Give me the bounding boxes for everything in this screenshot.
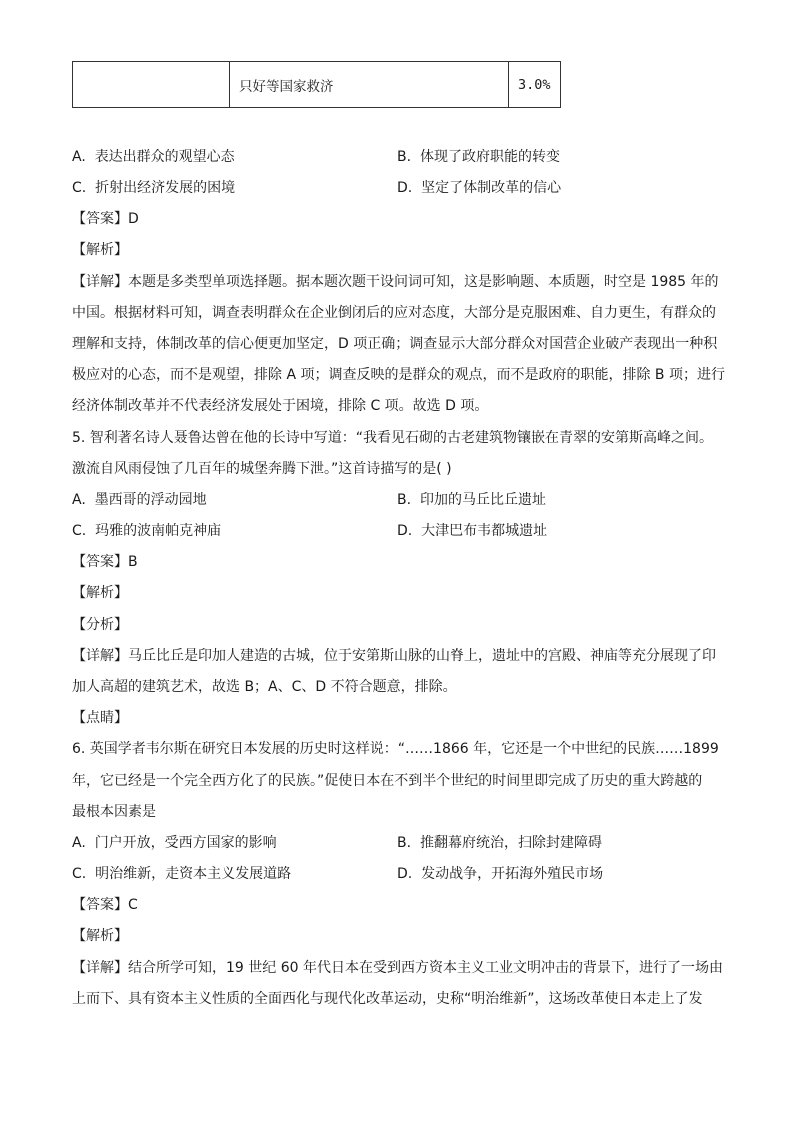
option-letter: B.	[397, 149, 412, 165]
q6-stem-line-3: 最根本因素是	[72, 804, 156, 820]
option-text: 表达出群众的观望心态	[94, 149, 235, 165]
option-text: 发动战争，开拓海外殖民市场	[421, 866, 604, 882]
table-cell-empty	[73, 62, 230, 108]
answer-value: C	[128, 897, 138, 913]
q5-detail-line-2: 加人高超的建筑艺术，故选 B；A、C、D 不符合题意，排除。	[72, 679, 457, 695]
option-letter: D.	[397, 523, 413, 539]
option-letter: A.	[72, 492, 86, 508]
q5-option-b	[397, 490, 546, 510]
q5-analysis-label: 【解析】	[72, 585, 128, 601]
q6-stem-line-2: 年，它已经是一个完全西方化了的民族。”促使日本在不到半个世纪的时间里即完成了历史的重大跨越的	[72, 773, 703, 789]
option-text: 大津巴布韦都城遗址	[421, 523, 548, 539]
q6-analysis-label: 【解析】	[72, 928, 128, 944]
option-text: 明治维新，走资本主义发展道路	[95, 866, 292, 882]
detail-text: 结合所学可知，19 世纪 60 年代日本在受到西方资本主义工业文明冲击的背景下，进行了一场由	[128, 960, 723, 976]
q6-option-a	[72, 833, 277, 853]
q4-option-d	[397, 178, 561, 198]
q4-detail-line-5: 经济体制改革并不代表经济发展处于困境，排除 C 项。故选 D 项。	[72, 398, 489, 414]
option-letter: A.	[72, 835, 86, 851]
q5-stem-line-2: 激流自风雨侵蚀了几百年的城堡奔腾下泄。”这首诗描写的是( )	[72, 461, 452, 477]
detail-text: 马丘比丘是印加人建造的古城，位于安第斯山脉的山脊上，遗址中的宫殿、神庙等充分展现了印	[128, 648, 716, 664]
option-letter: D.	[397, 180, 413, 196]
q6-option-b	[397, 833, 602, 853]
q4-option-b	[397, 147, 560, 167]
option-text: 墨西哥的浮动园地	[94, 492, 207, 508]
q4-option-a	[72, 147, 235, 167]
answer-label: 【答案】	[72, 554, 128, 570]
q4-answer	[72, 209, 722, 229]
q5-dianjing-label: 【点睛】	[72, 710, 128, 726]
table-cell-response: 只好等国家救济	[230, 62, 509, 108]
detail-label: 【详解】	[72, 274, 128, 290]
q5-option-a	[72, 490, 207, 510]
q5-answer	[72, 552, 722, 572]
option-letter: A.	[72, 149, 86, 165]
option-letter: C.	[72, 180, 87, 196]
q4-detail-line-1	[72, 272, 722, 292]
q6-detail-line-2: 上而下、具有资本主义性质的全面西化与现代化改革运动，史称“明治维新”，这场改革使日本走上了发	[72, 991, 703, 1007]
q4-detail-line-3: 理解和支持，体制改革的信心便更加坚定，D 项正确；调查显示大部分群众对国营企业破产表现出一种积	[72, 336, 718, 352]
q6-detail-line-1	[72, 958, 722, 978]
q5-option-d	[397, 521, 547, 541]
option-letter: B.	[397, 835, 412, 851]
detail-label: 【详解】	[72, 960, 128, 976]
option-text: 推翻幕府统治，扫除封建障碍	[419, 835, 602, 851]
answer-label: 【答案】	[72, 897, 128, 913]
table-cell-percent: 3.0%	[509, 62, 561, 108]
table-row	[73, 62, 561, 108]
q4-detail-line-4: 极应对的心态，而不是观望，排除 A 项；调查反映的是群众的观点，而不是政府的职能，排除 B 项；进行	[72, 367, 725, 383]
detail-label: 【详解】	[72, 648, 128, 664]
detail-text: 本题是多类型单项选择题。据本题次题干设问词可知，这是影响题、本质题，时空是 1985 年的	[128, 274, 719, 290]
option-text: 坚定了体制改革的信心	[421, 180, 562, 196]
option-letter: C.	[72, 523, 87, 539]
q5-fenxi-label: 【分析】	[72, 617, 128, 633]
option-text: 玛雅的波南帕克神庙	[95, 523, 222, 539]
q4-option-c	[72, 178, 235, 198]
option-text: 印加的马丘比丘遗址	[419, 492, 546, 508]
option-letter: C.	[72, 866, 87, 882]
q5-stem-line-1: 5. 智利著名诗人聂鲁达曾在他的长诗中写道：“我看见石砌的古老建筑物镶嵌在青翠的安第斯高峰之间。	[72, 430, 714, 446]
answer-value: D	[128, 211, 139, 227]
q6-option-d	[397, 864, 603, 884]
answer-label: 【答案】	[72, 211, 128, 227]
q6-stem-line-1: 6. 英国学者韦尔斯在研究日本发展的历史时这样说：“……1866 年，它还是一个中世纪的民族……1899	[72, 741, 719, 757]
q6-answer	[72, 895, 722, 915]
q6-option-c	[72, 864, 291, 884]
survey-table	[72, 61, 561, 108]
answer-value: B	[128, 554, 138, 570]
q4-analysis-label: 【解析】	[72, 242, 128, 258]
q5-option-c	[72, 521, 221, 541]
q4-detail-line-2: 中国。根据材料可知，调查表明群众在企业倒闭后的应对态度，大部分是克服困难、自力更生，有群众的	[72, 305, 716, 321]
option-text: 体现了政府职能的转变	[419, 149, 560, 165]
option-text: 折射出经济发展的困境	[95, 180, 236, 196]
option-letter: D.	[397, 866, 413, 882]
option-letter: B.	[397, 492, 412, 508]
q5-detail-line-1	[72, 646, 722, 666]
option-text: 门户开放，受西方国家的影响	[94, 835, 277, 851]
